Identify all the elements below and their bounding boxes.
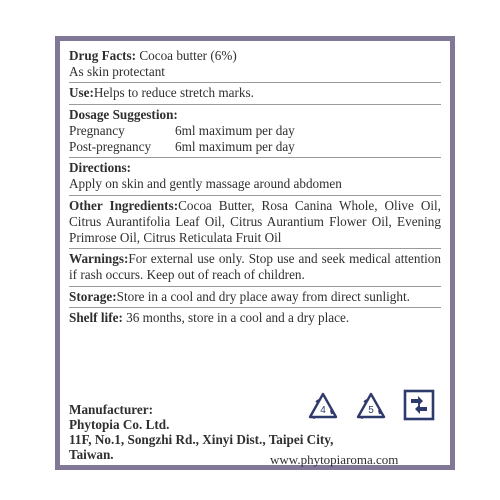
use-value: Helps to reduce stretch marks. (93, 85, 254, 101)
divider (69, 248, 441, 249)
shelf-life-line (69, 310, 441, 326)
drug-facts-line (69, 48, 441, 64)
recycle-4-number: 4 (320, 405, 326, 416)
divider (69, 286, 441, 287)
divider (69, 82, 441, 83)
use-label: Use: (69, 85, 94, 101)
dosage-key: Pregnancy (69, 122, 125, 138)
divider (69, 195, 441, 196)
divider (69, 104, 441, 105)
shelf-life-label: Shelf life: (69, 309, 123, 325)
directions-label: Directions: (69, 160, 132, 176)
manufacturer-address: 11F, No.1, Songzhi Rd., Xinyi Dist., Taipei City, (69, 432, 334, 447)
storage-label: Storage: (69, 288, 117, 304)
recycle-5-number: 5 (368, 405, 374, 416)
drug-facts-value: Cocoa butter (6%) (139, 48, 237, 63)
website-link[interactable]: www.phytopiaroma.com (270, 452, 399, 467)
storage-block (69, 289, 441, 305)
ingredients-label: Other Ingredients: (69, 197, 179, 213)
recycle-5-icon (354, 390, 388, 424)
divider (69, 157, 441, 158)
manufacturer-label: Manufacturer: (69, 402, 153, 417)
recycle-box-icon (402, 388, 436, 422)
ingredients-value: Cocoa Butter, Rosa Canina Whole, Olive Oil, Citrus Aurantifolia Leaf Oil, Citrus Aurantium Flower Oil, Evening Primrose Oil, Citrus Reticulata Fruit Oil (69, 197, 441, 246)
dosage-row (69, 139, 441, 155)
dosage-row (69, 123, 441, 139)
storage-value: Store in a cool and dry place away from direct sunlight. (116, 288, 410, 304)
drug-facts-label: Drug Facts: (69, 48, 137, 63)
dosage-key: Post-pregnancy (69, 139, 152, 155)
warnings-block (69, 251, 441, 283)
warnings-value: For external use only. Stop use and seek medical attention if rash occurs. Keep out of reach of children. (69, 251, 441, 283)
drug-facts-purpose: As skin protectant (69, 64, 165, 80)
manufacturer-country: Taiwan. (69, 447, 114, 462)
dosage-label: Dosage Suggestion: (69, 106, 178, 122)
use-line (69, 85, 441, 101)
manufacturer-company: Phytopia Co. Ltd. (69, 417, 170, 432)
directions-value: Apply on skin and gently massage around abdomen (69, 176, 342, 192)
dosage-value: 6ml maximum per day (175, 139, 295, 155)
recycle-4-icon (306, 390, 340, 424)
shelf-life-value: 36 months, store in a cool and a dry place. (126, 309, 350, 325)
drug-facts-panel (69, 48, 441, 326)
divider (69, 307, 441, 308)
dosage-value: 6ml maximum per day (175, 122, 295, 138)
ingredients-block (69, 198, 441, 247)
warnings-label: Warnings: (69, 251, 129, 267)
